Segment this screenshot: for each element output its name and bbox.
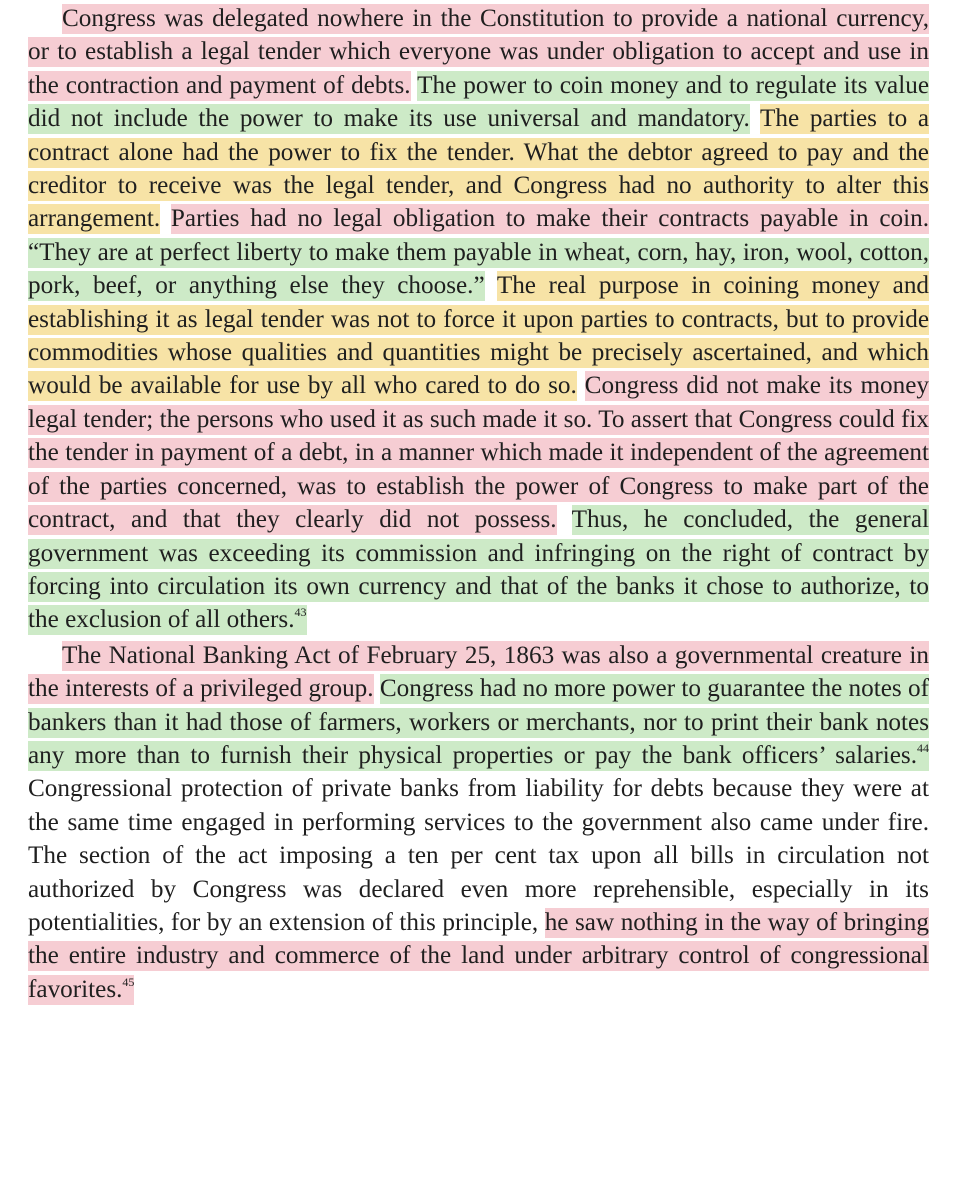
sentence-2-4: he saw nothing in the way of bringing the entire industry and commerce of the land under arbitrary control of congressional favorites.$^{45}$ [28, 908, 929, 1003]
sentence-1-7: Congress did not make its money legal tender; the persons who used it as such made it so. To assert that Congress could fix the tender in payment of a debt, in a manner which made it independent of the agreement of the parties concerned, was to establish the power of Congress to make part of the contract, and that they clearly did not possess. [28, 372, 929, 534]
paragraph-2 [28, 639, 929, 1006]
sentence-1-2: The power to coin money and to regulate its value did not include the power to make its use universal and mandatory. [28, 71, 930, 133]
sentence-2-1: The National Banking Act of February 25, 1863 was also a governmental creature in the interests of a privileged group. [28, 641, 929, 703]
footnote-marker: 45 [122, 974, 135, 989]
sentence-1-8: Thus, he concluded, the general government was exceeding its commission and infringing on the right of contract by forcing into circulation its own currency and that of the banks it chose to authorize, to the exclusion of all others.$^{43}$ [28, 506, 929, 634]
sentence-2-2: Congress had no more power to guarantee the notes of bankers than it had those of farmers, workers or merchants, nor to print their bank notes any more than to furnish their physical properties or pay the bank officers’ salaries.$^{44}$ [28, 675, 930, 769]
sentence-1-4: Parties had no legal obligation to make their contracts payable in coin. [170, 205, 929, 233]
sentence-2-3: Congressional protection of private banks from liability for debts because they were at the same time engaged in performing services to the government also came under fire. The section of the act imposing a ten per cent tax upon all bills in circulation not authorized by Congress was declared even more reprehensible, especially in its potentialities, for by an extension of this principle, [28, 775, 929, 936]
sentence-1-1: Congress was delegated nowhere in the Constitution to provide a national currency, or to establish a legal tender which everyone was under obligation to accept and use in the contraction and payment of debts. [28, 5, 929, 99]
sentence-1-6: The real purpose in coining money and establishing it as legal tender was not to force it upon parties to contracts, but to provide commodities whose qualities and quantities might be precisely ascertained, and which would be available for use by all who cared to do so. [28, 272, 930, 400]
footnote-marker: 43 [294, 605, 307, 620]
sentence-1-5: “They are at perfect liberty to make them payable in wheat, corn, hay, iron, wool, cotton, pork, beef, or anything else they choose.” [28, 238, 929, 300]
footnote-marker: 44 [917, 740, 929, 755]
paragraph-1 [28, 2, 929, 637]
sentence-1-3: The parties to a contract alone had the power to fix the tender. What the debtor agreed to pay and the creditor to receive was the legal tender, and Congress had no authority to alter this arrangement. [28, 105, 929, 233]
